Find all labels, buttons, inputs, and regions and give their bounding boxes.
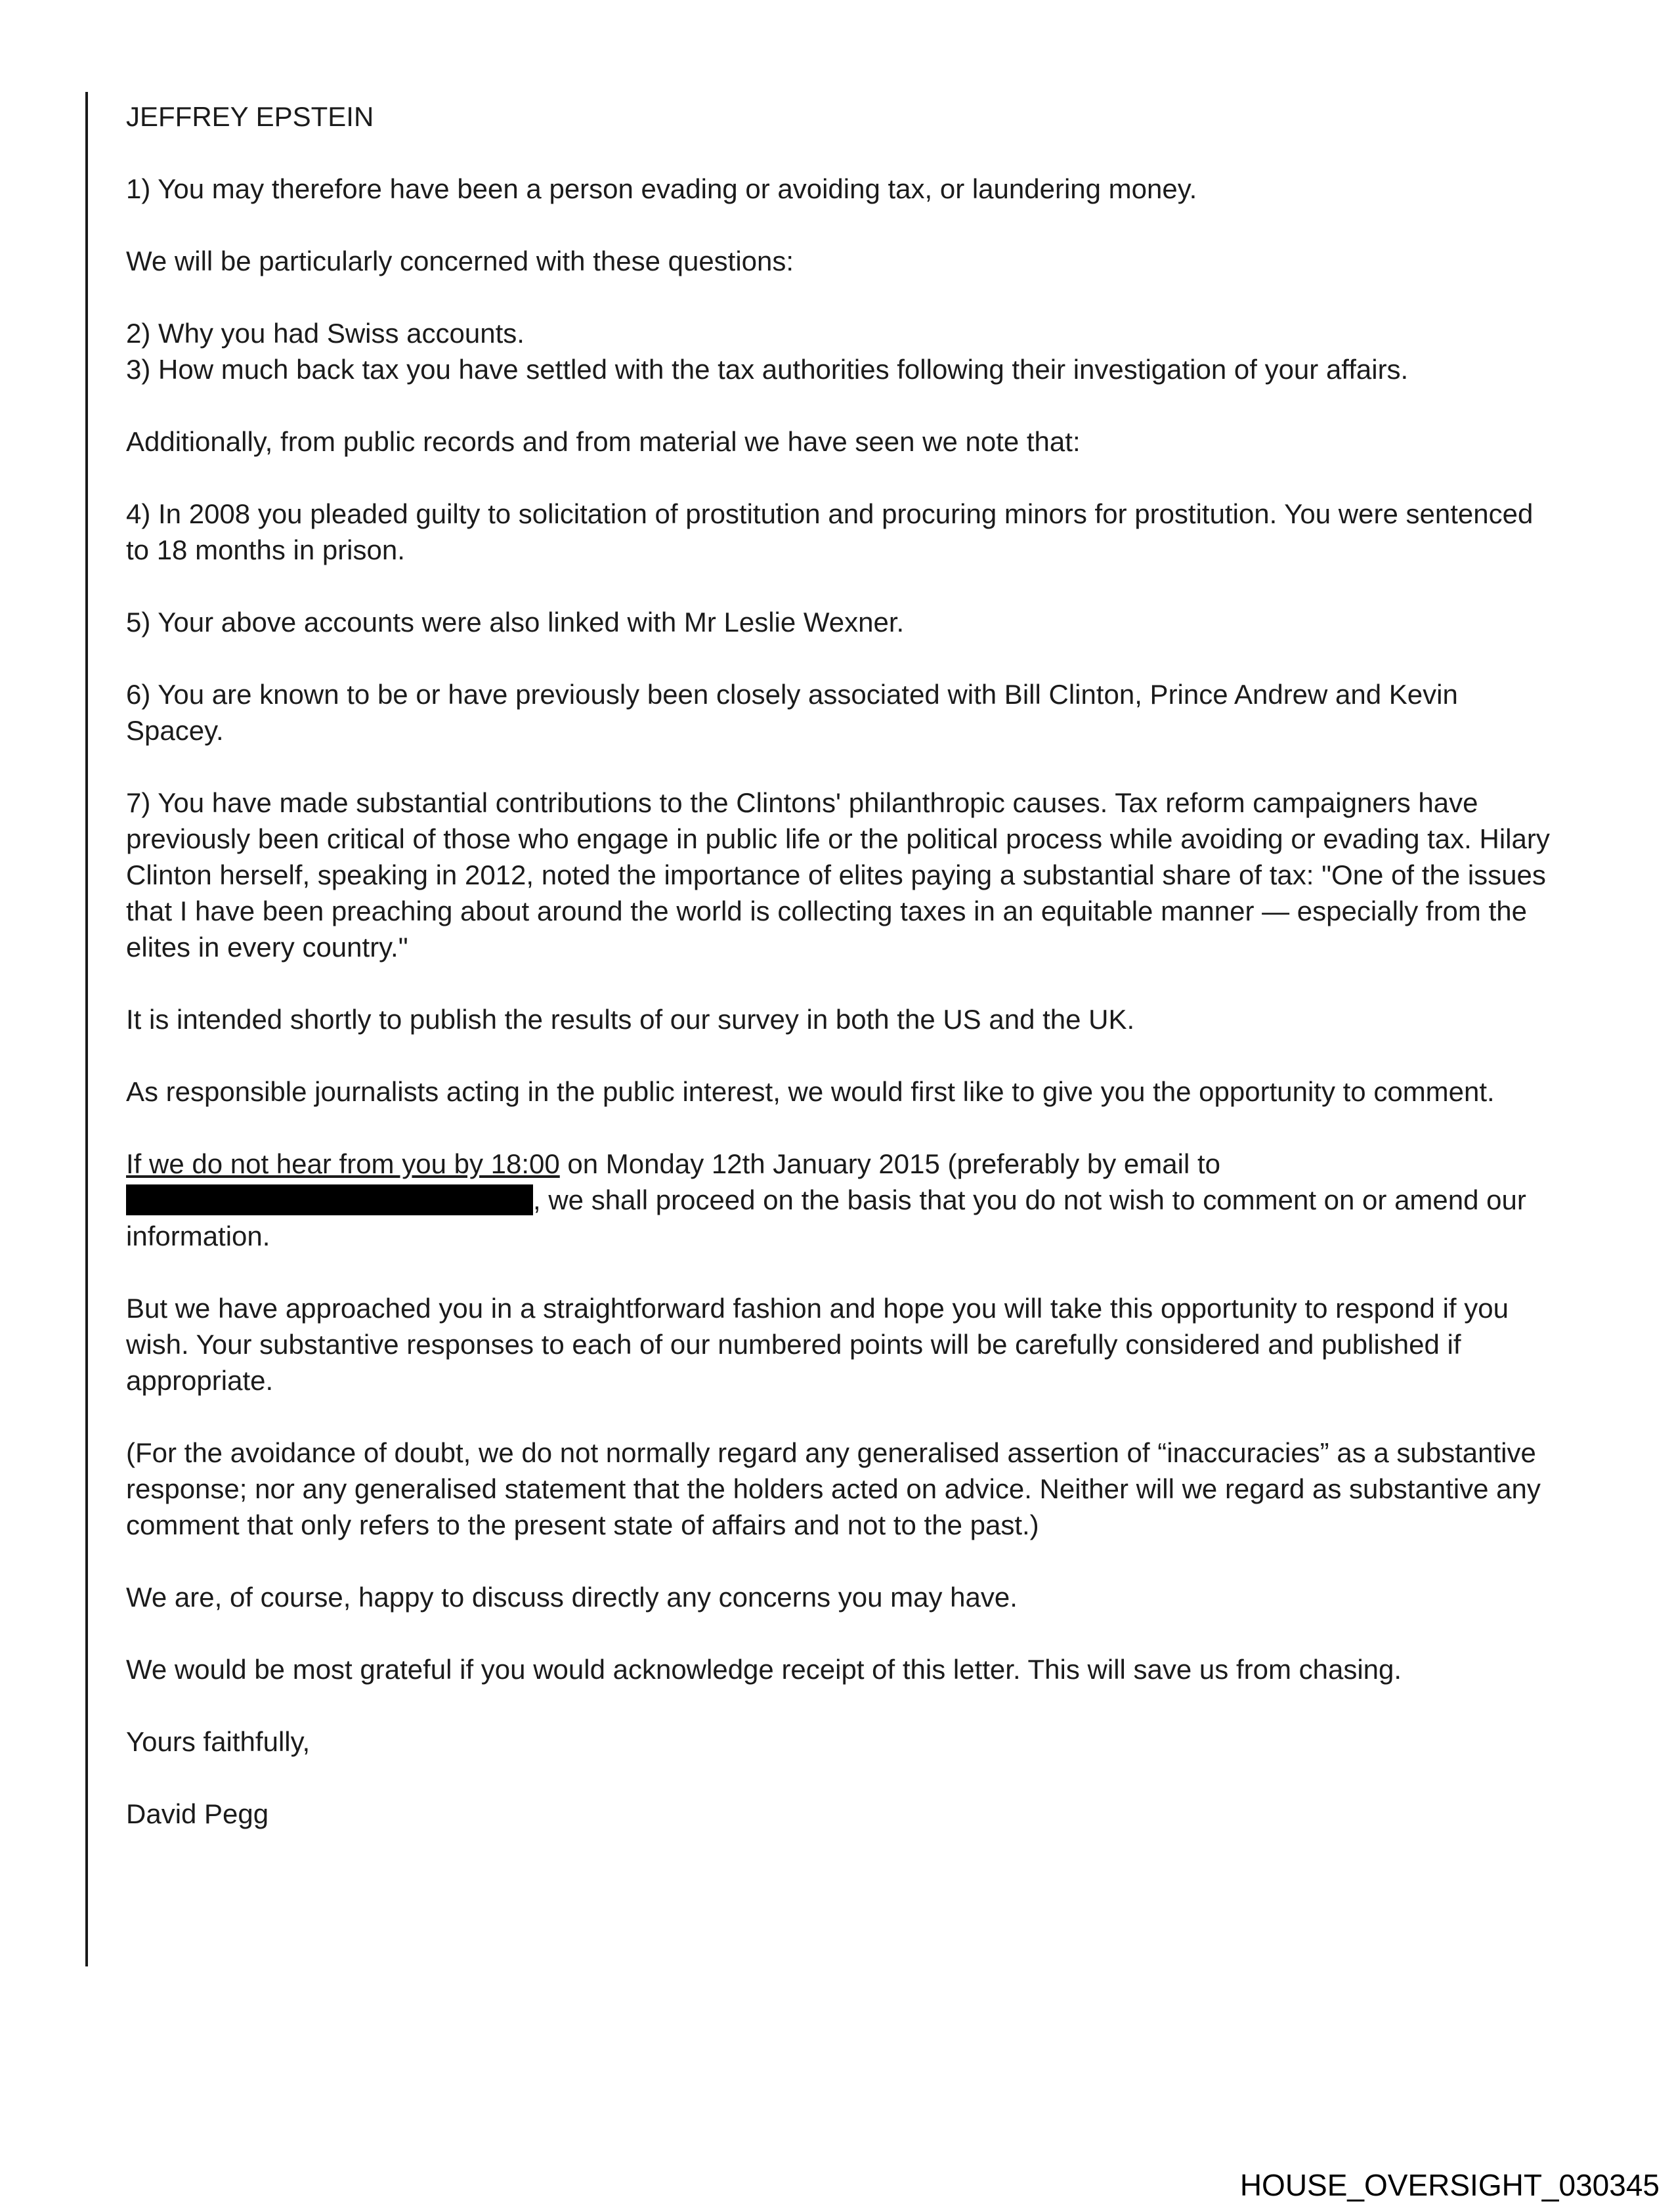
paragraph-avoidance-of-doubt: (For the avoidance of doubt, we do not normally regard any generalised assertion of “inaccuracies” as a substantive response; nor any generalised statement that the holders acted on advice. Neither will we regard as substantive any comment that only refers to the present state of affairs and not to the past.) bbox=[126, 1437, 1541, 1540]
deadline-text: on Monday 12th January 2015 (preferably by email to bbox=[559, 1148, 1220, 1179]
paragraph-publish-survey: It is intended shortly to publish the results of our survey in both the US and the UK. bbox=[126, 1004, 1135, 1035]
numbered-point-3: 3) How much back tax you have settled with the tax authorities following their investigation of your affairs. bbox=[126, 354, 1409, 385]
paragraph-points-2-3 bbox=[126, 315, 1551, 387]
deadline-continuation-text: , we shall proceed on the basis that you do not wish to comment on or amend our information. bbox=[126, 1184, 1526, 1251]
paragraph-tax-allegation: 1) You may therefore have been a person evading or avoiding tax, or laundering money. bbox=[126, 173, 1197, 204]
paragraph-additionally: Additionally, from public records and from material we have seen we note that: bbox=[126, 426, 1081, 457]
letter-body bbox=[126, 98, 1551, 1868]
closing-salutation: Yours faithfully, bbox=[126, 1726, 311, 1757]
redacted-email-box bbox=[126, 1184, 533, 1215]
left-border-line bbox=[85, 92, 88, 1966]
paragraph-discuss-directly: We are, of course, happy to discuss directly any concerns you may have. bbox=[126, 1582, 1018, 1613]
numbered-point-4: 4) In 2008 you pleaded guilty to solicitation of prostitution and procuring minors for prostitution. You were sentenced to 18 months in prison. bbox=[126, 498, 1534, 565]
recipient-name: JEFFREY EPSTEIN bbox=[126, 101, 374, 132]
numbered-point-6: 6) You are known to be or have previously been closely associated with Bill Clinton, Prince Andrew and Kevin Spacey. bbox=[126, 679, 1458, 746]
paragraph-concerned-questions: We will be particularly concerned with these questions: bbox=[126, 246, 794, 276]
bates-number: HOUSE_OVERSIGHT_030345 bbox=[1239, 2168, 1660, 2202]
paragraph-deadline bbox=[126, 1146, 1551, 1254]
numbered-point-5: 5) Your above accounts were also linked with Mr Leslie Wexner. bbox=[126, 607, 905, 638]
numbered-point-2: 2) Why you had Swiss accounts. bbox=[126, 318, 525, 349]
numbered-point-7: 7) You have made substantial contributions to the Clintons' philanthropic causes. Tax reform campaigners have previously been critical of those who engage in public life or the political process while avoiding or evading tax. Hilary Clinton herself, speaking in 2012, noted the importance of elites paying a substantial share of tax: "One of the issues that I have been preaching about around the world is collecting taxes in an equitable manner — especially from the elites in every country." bbox=[126, 787, 1550, 963]
deadline-underlined-text: If we do not hear from you by 18:00 bbox=[126, 1148, 560, 1179]
signature-name: David Pegg bbox=[126, 1798, 269, 1829]
paragraph-approached: But we have approached you in a straightforward fashion and hope you will take this opportunity to respond if you wish. Your substantive responses to each of our numbered points will be carefully considered and published if appropriate. bbox=[126, 1293, 1509, 1396]
paragraph-acknowledge-receipt: We would be most grateful if you would acknowledge receipt of this letter. This will save us from chasing. bbox=[126, 1654, 1402, 1685]
paragraph-responsible-journalists: As responsible journalists acting in the public interest, we would first like to give you the opportunity to comment. bbox=[126, 1076, 1495, 1107]
